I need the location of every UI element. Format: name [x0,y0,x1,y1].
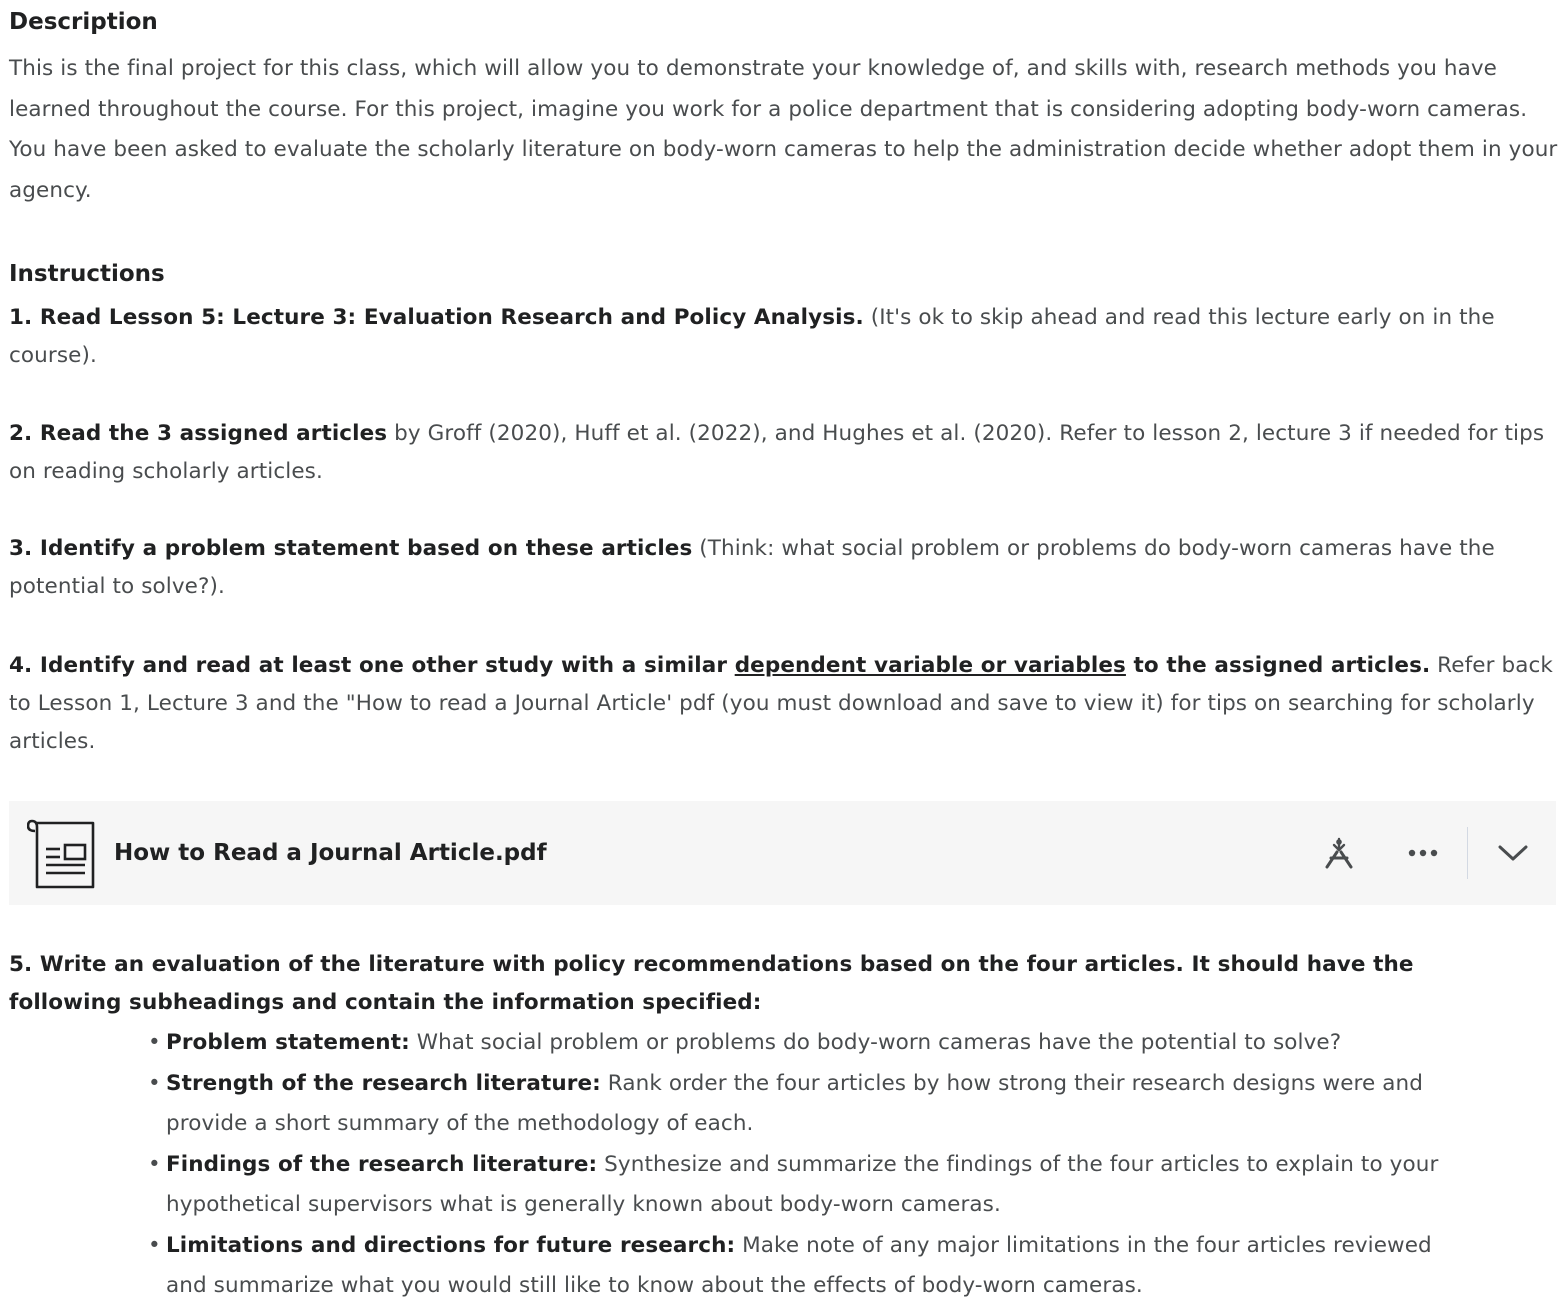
subheading-title: Findings of the research literature: [166,1151,598,1177]
action-divider [1467,827,1468,879]
step-2-title: 2. Read the 3 assigned articles [9,421,388,446]
step-1-title: 1. Read Lesson 5: Lecture 3: Evaluation Research and Policy Analysis. [9,305,864,330]
attachment-file-name[interactable]: How to Read a Journal Article.pdf [114,840,547,866]
instruction-step-4 [9,647,1559,761]
step-2-text: by Groff (2020), Huff et al. (2022), and Hughes et al. (2020). Refer to lesson 2, lecture 3 if needed for tips on reading scholarly articles. [9,421,1545,484]
subheading-text: What social problem or problems do body-worn cameras have the potential to solve? [409,1030,1342,1055]
subheading-text: Rank order the four articles by how strong their research designs were and provide a short summary of the methodology of each. [166,1070,1424,1136]
document-icon [27,817,97,891]
description-heading: Description [9,9,158,35]
instruction-step-1 [9,299,1559,374]
step-1-text: (It's ok to skip ahead and read this lecture early on in the course). [9,305,1495,368]
step-4-title-post: to the assigned articles. [1125,653,1431,678]
list-item [148,1064,1448,1145]
step-5-title: 5. Write an evaluation of the literature with policy recommendations based on the four articles. It should have the following subheadings and contain the information specified: [9,952,1414,1015]
instructions-heading: Instructions [9,261,165,287]
step-4-title-underlined: dependent variable or variables [734,653,1126,678]
step-3-title: 3. Identify a problem statement based on these articles [9,536,693,561]
accessibility-download-icon[interactable] [1317,831,1361,875]
instruction-step-2 [9,415,1559,490]
subheadings-list [148,1023,1448,1307]
step-4-text: Refer back to Lesson 1, Lecture 3 and the "How to read a Journal Article' pdf (you must download and save to view it) for tips on searching for scholarly articles. [9,653,1553,754]
subheading-text: Make note of any major limitations in the four articles reviewed and summarize what you would still like to know about the effects of body-worn cameras. [166,1232,1432,1298]
step-4-title-pre: 4. Identify and read at least one other study with a similar [9,653,735,678]
step-3-text: (Think: what social problem or problems do body-worn cameras have the potential to solve?). [9,536,1495,599]
subheading-title: Strength of the research literature: [166,1070,601,1096]
subheading-text: Synthesize and summarize the findings of the four articles to explain to your hypothetical supervisors what is generally known about body-worn cameras. [166,1151,1439,1217]
list-item [148,1226,1448,1307]
list-item [148,1023,1448,1064]
description-text: This is the final project for this class, which will allow you to demonstrate your knowledge of, and skills with, research methods you have learned throughout the course. For this project, imagine you work for a police department that is considering adopting body-worn cameras. You have been asked to evaluate the scholarly literature on body-worn cameras to help the administration decide whether adopt them in your agency. [9,56,1558,203]
more-options-icon[interactable] [1402,831,1446,875]
attachment-card[interactable] [9,801,1556,905]
subheading-title: Limitations and directions for future research: [166,1232,736,1258]
chevron-down-icon[interactable] [1491,831,1535,875]
subheading-title: Problem statement: [166,1030,410,1055]
instruction-step-3 [9,530,1559,606]
list-item [148,1145,1448,1226]
instruction-step-5 [9,946,1479,1022]
